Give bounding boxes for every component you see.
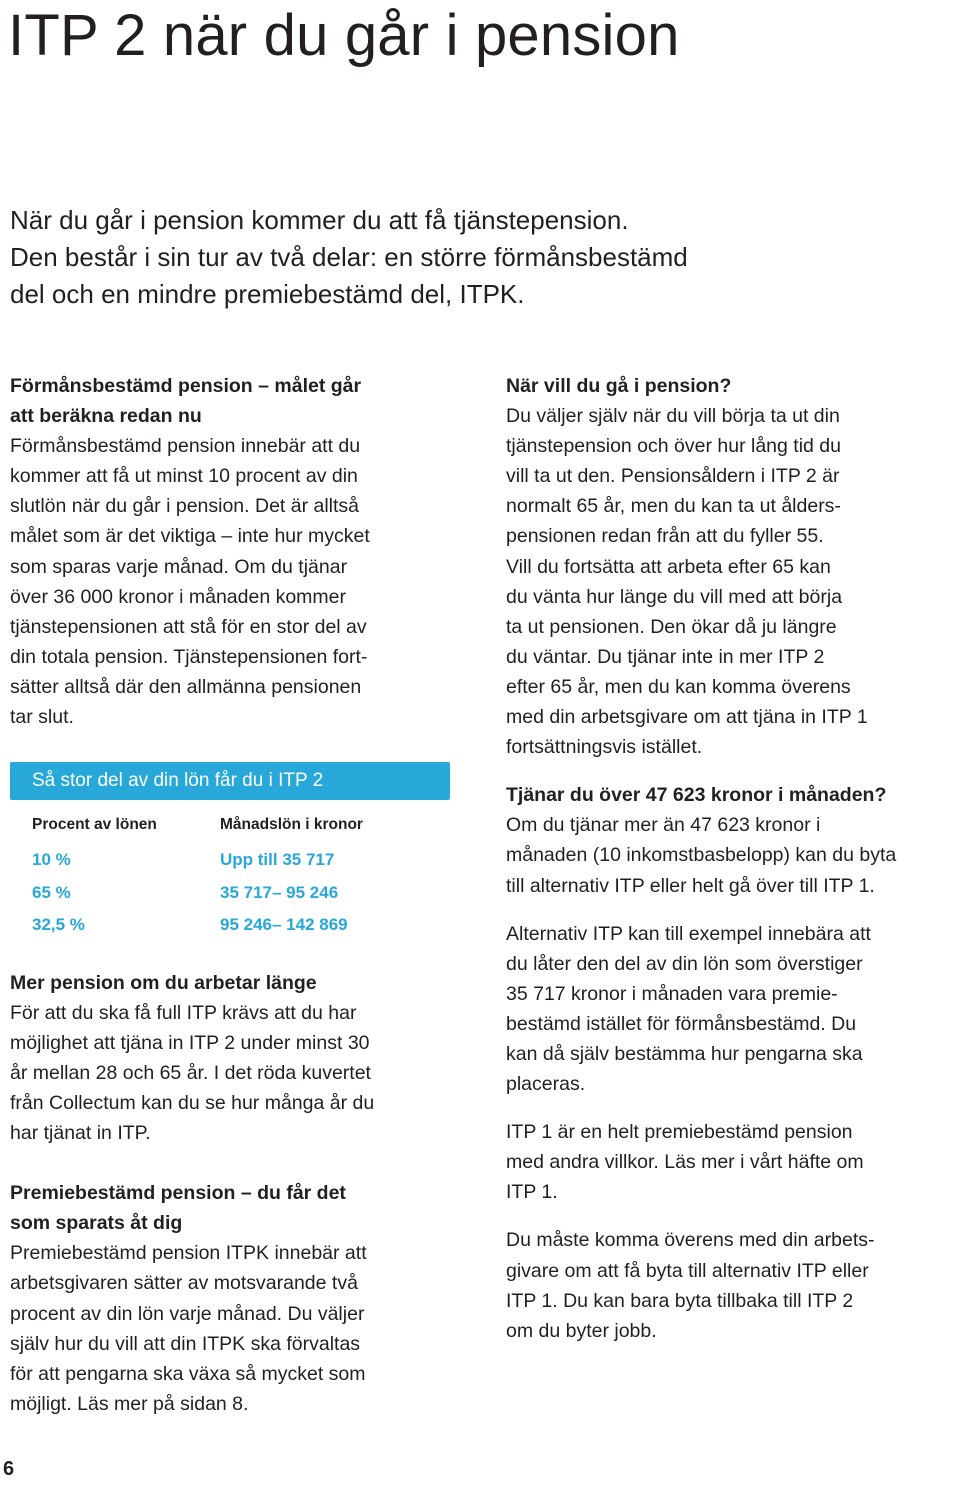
text-line: Du väljer själv när du vill börja ta ut din <box>506 405 840 428</box>
table-row <box>10 844 450 877</box>
text-line: tjänstepension och över hur lång tid du <box>506 435 841 458</box>
text-line: månaden (10 inkomstbasbelopp) kan du byta <box>506 844 897 867</box>
text-line: Den består i sin tur av två delar: en större förmånsbestämd <box>10 242 688 272</box>
text-line: Alternativ ITP kan till exempel innebära att <box>506 922 871 945</box>
text-line: del och en mindre premiebestämd del, ITPK. <box>10 279 525 309</box>
text-line: möjlighet att tjäna in ITP 2 under minst 30 <box>10 1031 370 1054</box>
section-body-tjanar-over <box>506 810 956 900</box>
text-line: slutlön när du går i pension. Det är alltså <box>10 495 360 518</box>
text-line: Premiebestämd pension ITPK innebär att <box>10 1242 367 1265</box>
text-line: som sparats åt dig <box>10 1212 183 1235</box>
text-line: du låter den del av din lön som överstiger <box>506 952 863 975</box>
text-line: år mellan 28 och 65 år. I det röda kuvertet <box>10 1061 371 1084</box>
text-line: målet som är det viktiga – inte hur mycket <box>10 525 370 548</box>
text-line: möjligt. Läs mer på sidan 8. <box>10 1392 249 1415</box>
text-line: som sparas varje månad. Om du tjänar <box>10 555 348 578</box>
table-header-percent: Procent av lönen <box>32 816 157 834</box>
text-line: själv hur du vill att din ITPK ska förvaltas <box>10 1332 361 1355</box>
text-line: att beräkna redan nu <box>10 405 202 428</box>
text-line: pensionen redan från att du fyller 55. <box>506 525 824 548</box>
text-line: om du byter jobb. <box>506 1319 657 1342</box>
text-line: ta ut pensionen. Den ökar då ju längre <box>506 615 837 638</box>
table-header-row <box>10 806 450 844</box>
section-body-nar-pension <box>506 401 956 762</box>
salary-share-infobox <box>10 762 450 942</box>
salary-share-table <box>10 806 450 942</box>
section-heading-mer-pension: Mer pension om du arbetar länge <box>10 971 317 994</box>
table-row <box>10 909 450 942</box>
text-line: procent av din lön varje månad. Du väljer <box>10 1302 365 1325</box>
text-line: med din arbetsgivare om att tjäna in ITP 1 <box>506 706 868 729</box>
text-line: över 36 000 kronor i månaden kommer <box>10 585 347 608</box>
text-line: har tjänat in ITP. <box>10 1122 151 1145</box>
section-heading-nar-pension: När vill du gå i pension? <box>506 375 732 397</box>
intro-paragraph <box>10 202 810 313</box>
section-heading-tjanar-over: Tjänar du över 47 623 kronor i månaden? <box>506 784 887 807</box>
text-line: tar slut. <box>10 706 74 729</box>
text-line: normalt 65 år, men du kan ta ut ålders- <box>506 495 841 518</box>
section-body-premiebestamd <box>10 1238 460 1419</box>
page-number: 6 <box>3 1458 15 1480</box>
section-body-mer-pension <box>10 998 460 1148</box>
text-line: ITP 1. <box>506 1181 558 1204</box>
text-line: kan då själv bestämma hur pengarna ska <box>506 1042 863 1065</box>
text-line: givare om att få byta till alternativ ITP eller <box>506 1259 869 1282</box>
infobox-title: Så stor del av din lön får du i ITP 2 <box>10 762 450 800</box>
text-line: Vill du fortsätta att arbeta efter 65 kan <box>506 555 831 578</box>
table-cell-percent: 65 % <box>32 882 71 902</box>
page-title: ITP 2 när du går i pension <box>8 3 680 68</box>
section-body-formansbestamd <box>10 431 460 732</box>
text-line: du vänta hur länge du vill med att börja <box>506 585 843 608</box>
text-line: 35 717 kronor i månaden vara premie- <box>506 982 838 1005</box>
text-line: Du måste komma överens med din arbets- <box>506 1229 875 1252</box>
table-cell-salary: 95 246– 142 869 <box>220 915 348 935</box>
table-cell-percent: 32,5 % <box>32 915 85 935</box>
paragraph-itp1 <box>506 1117 956 1207</box>
table-cell-salary: Upp till 35 717 <box>220 850 335 870</box>
text-line: för att pengarna ska växa så mycket som <box>10 1362 366 1385</box>
text-line: bestämd istället för förmånsbestämd. Du <box>506 1012 857 1035</box>
text-line: efter 65 år, men du kan komma överens <box>506 675 851 698</box>
left-column <box>10 371 460 1419</box>
table-cell-percent: 10 % <box>32 850 71 870</box>
text-line: till alternativ ITP eller helt gå över till ITP 1. <box>506 874 875 897</box>
text-line: placeras. <box>506 1073 586 1096</box>
section-heading-premiebestamd <box>10 1178 460 1238</box>
table-header-salary: Månadslön i kronor <box>220 816 363 834</box>
text-line: din totala pension. Tjänstepensionen fort- <box>10 645 368 668</box>
text-line: fortsättningsvis istället. <box>506 736 703 759</box>
paragraph-alternativ-itp <box>506 919 956 1100</box>
text-line: För att du ska få full ITP krävs att du har <box>10 1001 357 1024</box>
text-line: Förmånsbestämd pension innebär att du <box>10 435 361 458</box>
text-line: från Collectum kan du se hur många år du <box>10 1092 375 1114</box>
text-line: sätter alltså där den allmänna pensionen <box>10 675 362 698</box>
text-line: ITP 1. Du kan bara byta tillbaka till ITP 2 <box>506 1289 854 1312</box>
text-line: ITP 1 är en helt premiebestämd pension <box>506 1121 853 1144</box>
text-line: vill ta ut den. Pensionsåldern i ITP 2 är <box>506 465 840 488</box>
text-line: Förmånsbestämd pension – målet går <box>10 375 362 397</box>
text-line: Om du tjänar mer än 47 623 kronor i <box>506 814 821 837</box>
text-line: arbetsgivaren sätter av motsvarande två <box>10 1272 358 1295</box>
text-line: kommer att få ut minst 10 procent av din <box>10 465 358 488</box>
section-mer-pension <box>10 968 460 1149</box>
text-line: Premiebestämd pension – du får det <box>10 1182 346 1205</box>
table-cell-salary: 35 717– 95 246 <box>220 882 339 902</box>
text-line: tjänstepensionen att stå för en stor del av <box>10 615 367 638</box>
text-line: med andra villkor. Läs mer i vårt häfte om <box>506 1151 864 1174</box>
text-line: du väntar. Du tjänar inte in mer ITP 2 <box>506 645 825 668</box>
right-column <box>506 371 956 1346</box>
section-heading-formansbestamd <box>10 371 460 431</box>
paragraph-byta <box>506 1225 956 1345</box>
text-line: När du går i pension kommer du att få tjänstepension. <box>10 205 629 235</box>
table-row <box>10 877 450 910</box>
